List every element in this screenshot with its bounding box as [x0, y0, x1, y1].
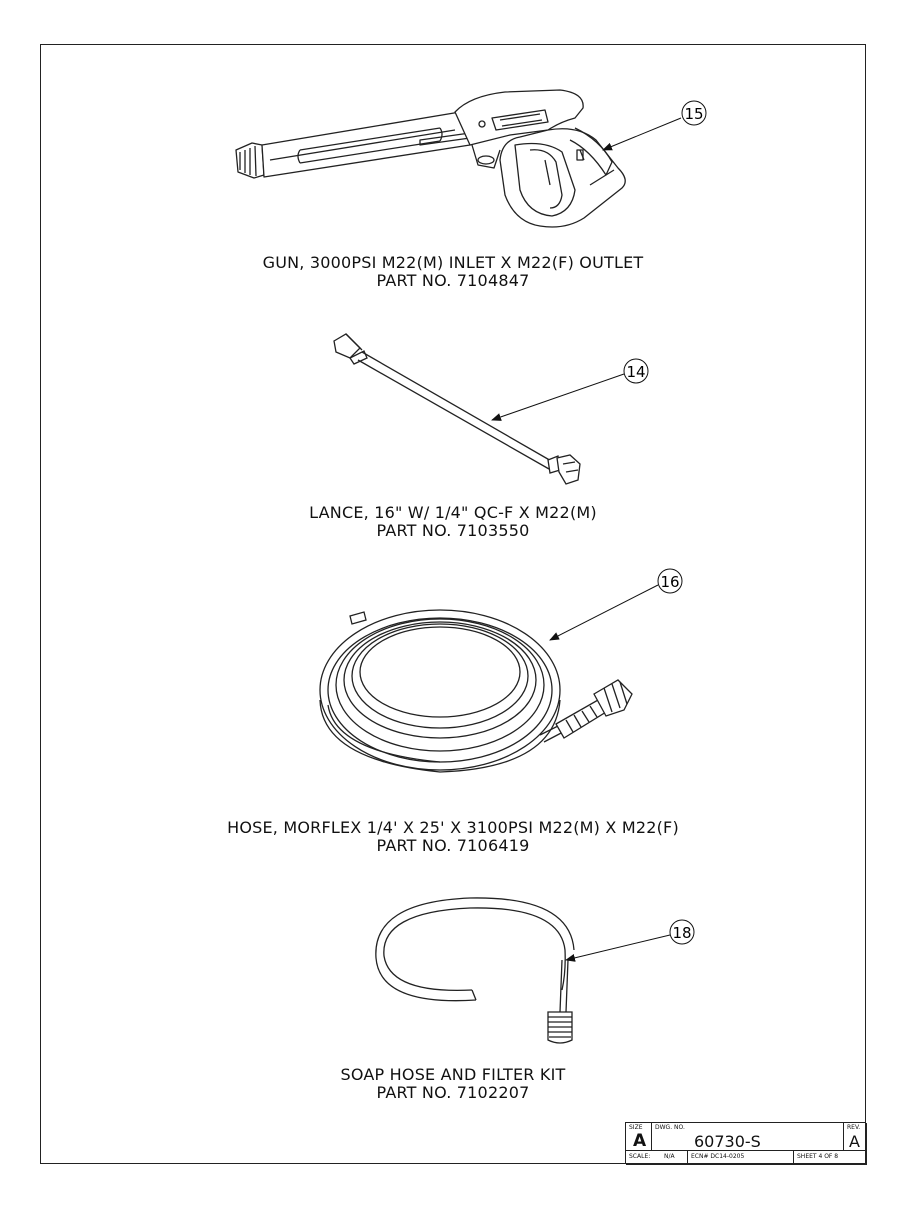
scale-value: N/A: [664, 1153, 675, 1160]
dwg-no-value: 60730-S: [694, 1132, 761, 1151]
size-label: SIZE: [629, 1124, 643, 1131]
gun-part-number: PART NO. 7104847: [376, 271, 530, 290]
soap-hose-caption: [0, 1066, 906, 1102]
svg-text:15: 15: [684, 105, 704, 123]
rev-value: A: [849, 1132, 860, 1151]
hose-part-number: PART NO. 7106419: [376, 836, 530, 855]
sheet-number: SHEET 4 OF 8: [797, 1153, 839, 1160]
lance-description: LANCE, 16" W/ 1/4" QC-F X M22(M): [309, 503, 597, 522]
rev-label: REV.: [847, 1124, 861, 1131]
scale-label: SCALE:: [629, 1153, 651, 1160]
hose-coil-illustration: [320, 610, 632, 772]
balloon-14: [492, 359, 648, 420]
lance-caption: [0, 504, 906, 540]
svg-text:14: 14: [626, 363, 646, 381]
soap-hose-part-number: PART NO. 7102207: [376, 1083, 530, 1102]
svg-text:18: 18: [672, 924, 692, 942]
dwg-no-cell: [652, 1123, 844, 1151]
spray-gun-illustration: [236, 90, 625, 227]
lance-illustration: [334, 334, 580, 484]
sheet-cell: [794, 1151, 867, 1165]
size-value: A: [633, 1131, 647, 1151]
svg-text:16: 16: [660, 573, 680, 591]
gun-caption: [0, 254, 906, 290]
ecn-number: ECN# DC14-0205: [691, 1153, 745, 1160]
soap-hose-description: SOAP HOSE AND FILTER KIT: [340, 1065, 566, 1084]
title-block: [625, 1122, 866, 1164]
rev-cell: [844, 1123, 867, 1151]
balloon-18: [566, 920, 694, 960]
balloon-16: [550, 569, 682, 640]
soap-hose-illustration: [376, 898, 574, 1043]
gun-description: GUN, 3000PSI M22(M) INLET X M22(F) OUTLET: [262, 253, 644, 272]
dwg-no-label: DWG. NO.: [655, 1124, 685, 1131]
balloon-15: [603, 101, 706, 150]
hose-description: HOSE, MORFLEX 1/4' X 25' X 3100PSI M22(M) X M22(F): [227, 818, 679, 837]
ecn-cell: [688, 1151, 794, 1165]
scale-cell: [626, 1151, 688, 1165]
size-cell: [626, 1123, 652, 1151]
hose-caption: [0, 819, 906, 855]
lance-part-number: PART NO. 7103550: [376, 521, 530, 540]
